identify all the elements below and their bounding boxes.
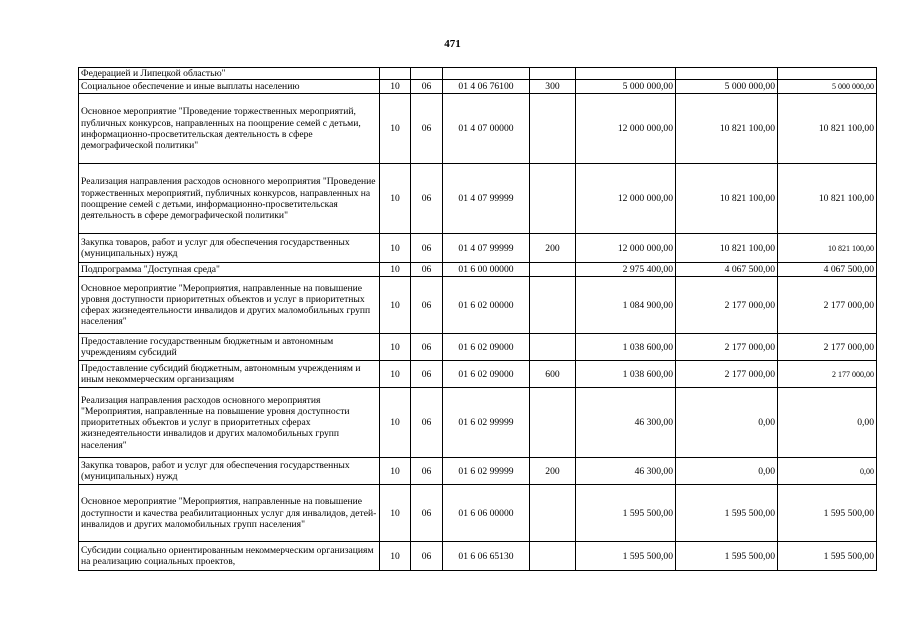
subsection-code-cell: 06 [411,334,443,361]
amount-year-1-cell: 5 000 000,00 [576,80,676,94]
row-name-cell: Реализация направления расходов основного мероприятия "Мероприятия, направленные на повышение уровня доступности приоритетных объектов и услуг в приоритетных сферах жизнедеятельности инвалидов и других маломобильных групп населения" [79,388,380,458]
amount-year-2-cell: 0,00 [676,388,778,458]
section-code-cell: 10 [380,94,411,164]
amount-year-2-cell [676,68,778,80]
amount-year-2-cell: 4 067 500,00 [676,263,778,277]
amount-year-3-cell: 2 177 000,00 [778,334,877,361]
row-name-cell: Предоставление государственным бюджетным и автономным учреждениям субсидий [79,334,380,361]
amount-year-3-cell: 2 177 000,00 [778,277,877,334]
expense-type-cell [530,542,576,571]
target-article-cell: 01 6 06 65130 [443,542,530,571]
table-row [79,80,877,94]
target-article-cell: 01 4 06 76100 [443,80,530,94]
amount-year-3-cell: 10 821 100,00 [778,234,877,263]
amount-year-1-cell: 46 300,00 [576,388,676,458]
table-body [79,68,877,571]
expense-type-cell [530,334,576,361]
table-row [79,542,877,571]
row-name-cell: Федерацией и Липецкой областью" [79,68,380,80]
row-name-cell: Основное мероприятие "Мероприятия, направленные на повышение доступности и качества реабилитационных услуг для инвалидов, детей-инвалидов и других маломобильных групп населения" [79,485,380,542]
subsection-code-cell: 06 [411,485,443,542]
expense-type-cell [530,277,576,334]
amount-year-2-cell: 2 177 000,00 [676,361,778,388]
section-code-cell: 10 [380,277,411,334]
section-code-cell: 10 [380,485,411,542]
section-code-cell: 10 [380,388,411,458]
row-name-cell: Субсидии социально ориентированным некоммерческим организациям на реализацию социальных проектов, [79,542,380,571]
expense-type-cell: 600 [530,361,576,388]
budget-table [78,67,877,571]
expense-type-cell: 200 [530,234,576,263]
subsection-code-cell: 06 [411,361,443,388]
section-code-cell: 10 [380,234,411,263]
target-article-cell: 01 6 00 00000 [443,263,530,277]
amount-year-3-cell: 0,00 [778,458,877,485]
target-article-cell: 01 6 02 99999 [443,458,530,485]
amount-year-3-cell: 0,00 [778,388,877,458]
target-article-cell: 01 6 02 00000 [443,277,530,334]
target-article-cell: 01 6 02 09000 [443,334,530,361]
expense-type-cell: 300 [530,80,576,94]
amount-year-3-cell [778,68,877,80]
subsection-code-cell: 06 [411,388,443,458]
row-name-cell: Основное мероприятие "Проведение торжественных мероприятий, публичных конкурсов, направленных на поощрение семей с детьми, информационно-просветительская деятельность в сфере демографической политики" [79,94,380,164]
amount-year-3-cell: 2 177 000,00 [778,361,877,388]
subsection-code-cell: 06 [411,277,443,334]
row-name-cell: Предоставление субсидий бюджетным, автономным учреждениям и иным некоммерческим организациям [79,361,380,388]
subsection-code-cell: 06 [411,94,443,164]
table-row [79,361,877,388]
row-name-cell: Подпрограмма "Доступная среда" [79,263,380,277]
expense-type-cell: 200 [530,458,576,485]
amount-year-2-cell: 1 595 500,00 [676,542,778,571]
table-row [79,68,877,80]
target-article-cell: 01 6 02 99999 [443,388,530,458]
target-article-cell: 01 4 07 00000 [443,94,530,164]
section-code-cell: 10 [380,361,411,388]
amount-year-1-cell [576,68,676,80]
amount-year-3-cell: 4 067 500,00 [778,263,877,277]
row-name-cell: Основное мероприятие "Мероприятия, направленные на повышение уровня доступности приоритетных объектов и услуг в приоритетных сферах жизнедеятельности инвалидов и других маломобильных групп населения" [79,277,380,334]
expense-type-cell [530,94,576,164]
row-name-cell: Социальное обеспечение и иные выплаты населению [79,80,380,94]
amount-year-1-cell: 1 038 600,00 [576,361,676,388]
amount-year-2-cell: 2 177 000,00 [676,334,778,361]
amount-year-2-cell: 10 821 100,00 [676,164,778,234]
amount-year-1-cell: 1 595 500,00 [576,542,676,571]
subsection-code-cell: 06 [411,263,443,277]
subsection-code-cell: 06 [411,234,443,263]
section-code-cell: 10 [380,164,411,234]
amount-year-2-cell: 10 821 100,00 [676,94,778,164]
expense-type-cell [530,485,576,542]
target-article-cell: 01 4 07 99999 [443,164,530,234]
table-row [79,164,877,234]
table-row [79,334,877,361]
subsection-code-cell: 06 [411,542,443,571]
expense-type-cell [530,68,576,80]
expense-type-cell [530,263,576,277]
page-number: 471 [444,38,461,50]
table-row [79,485,877,542]
section-code-cell: 10 [380,458,411,485]
amount-year-1-cell: 12 000 000,00 [576,164,676,234]
target-article-cell [443,68,530,80]
amount-year-3-cell: 1 595 500,00 [778,485,877,542]
target-article-cell: 01 4 07 99999 [443,234,530,263]
amount-year-3-cell: 5 000 000,00 [778,80,877,94]
row-name-cell: Реализация направления расходов основного мероприятия "Проведение торжественных мероприятий, публичных конкурсов, направленных на поощрение семей с детьми, информационно-просветительская деятельность в сфере демографической политики" [79,164,380,234]
amount-year-3-cell: 1 595 500,00 [778,542,877,571]
amount-year-2-cell: 2 177 000,00 [676,277,778,334]
section-code-cell [380,68,411,80]
amount-year-1-cell: 46 300,00 [576,458,676,485]
target-article-cell: 01 6 02 09000 [443,361,530,388]
expense-type-cell [530,164,576,234]
section-code-cell: 10 [380,542,411,571]
amount-year-3-cell: 10 821 100,00 [778,94,877,164]
table-row [79,234,877,263]
amount-year-2-cell: 5 000 000,00 [676,80,778,94]
table-row [79,94,877,164]
table-row [79,388,877,458]
amount-year-3-cell: 10 821 100,00 [778,164,877,234]
amount-year-1-cell: 1 084 900,00 [576,277,676,334]
amount-year-1-cell: 2 975 400,00 [576,263,676,277]
target-article-cell: 01 6 06 00000 [443,485,530,542]
subsection-code-cell: 06 [411,458,443,485]
amount-year-1-cell: 1 038 600,00 [576,334,676,361]
table-row [79,458,877,485]
subsection-code-cell: 06 [411,80,443,94]
section-code-cell: 10 [380,334,411,361]
subsection-code-cell [411,68,443,80]
amount-year-2-cell: 1 595 500,00 [676,485,778,542]
amount-year-2-cell: 10 821 100,00 [676,234,778,263]
amount-year-1-cell: 1 595 500,00 [576,485,676,542]
expense-type-cell [530,388,576,458]
table-row [79,277,877,334]
section-code-cell: 10 [380,263,411,277]
amount-year-1-cell: 12 000 000,00 [576,234,676,263]
amount-year-2-cell: 0,00 [676,458,778,485]
subsection-code-cell: 06 [411,164,443,234]
section-code-cell: 10 [380,80,411,94]
row-name-cell: Закупка товаров, работ и услуг для обеспечения государственных (муниципальных) нужд [79,234,380,263]
row-name-cell: Закупка товаров, работ и услуг для обеспечения государственных (муниципальных) нужд [79,458,380,485]
table-row [79,263,877,277]
amount-year-1-cell: 12 000 000,00 [576,94,676,164]
